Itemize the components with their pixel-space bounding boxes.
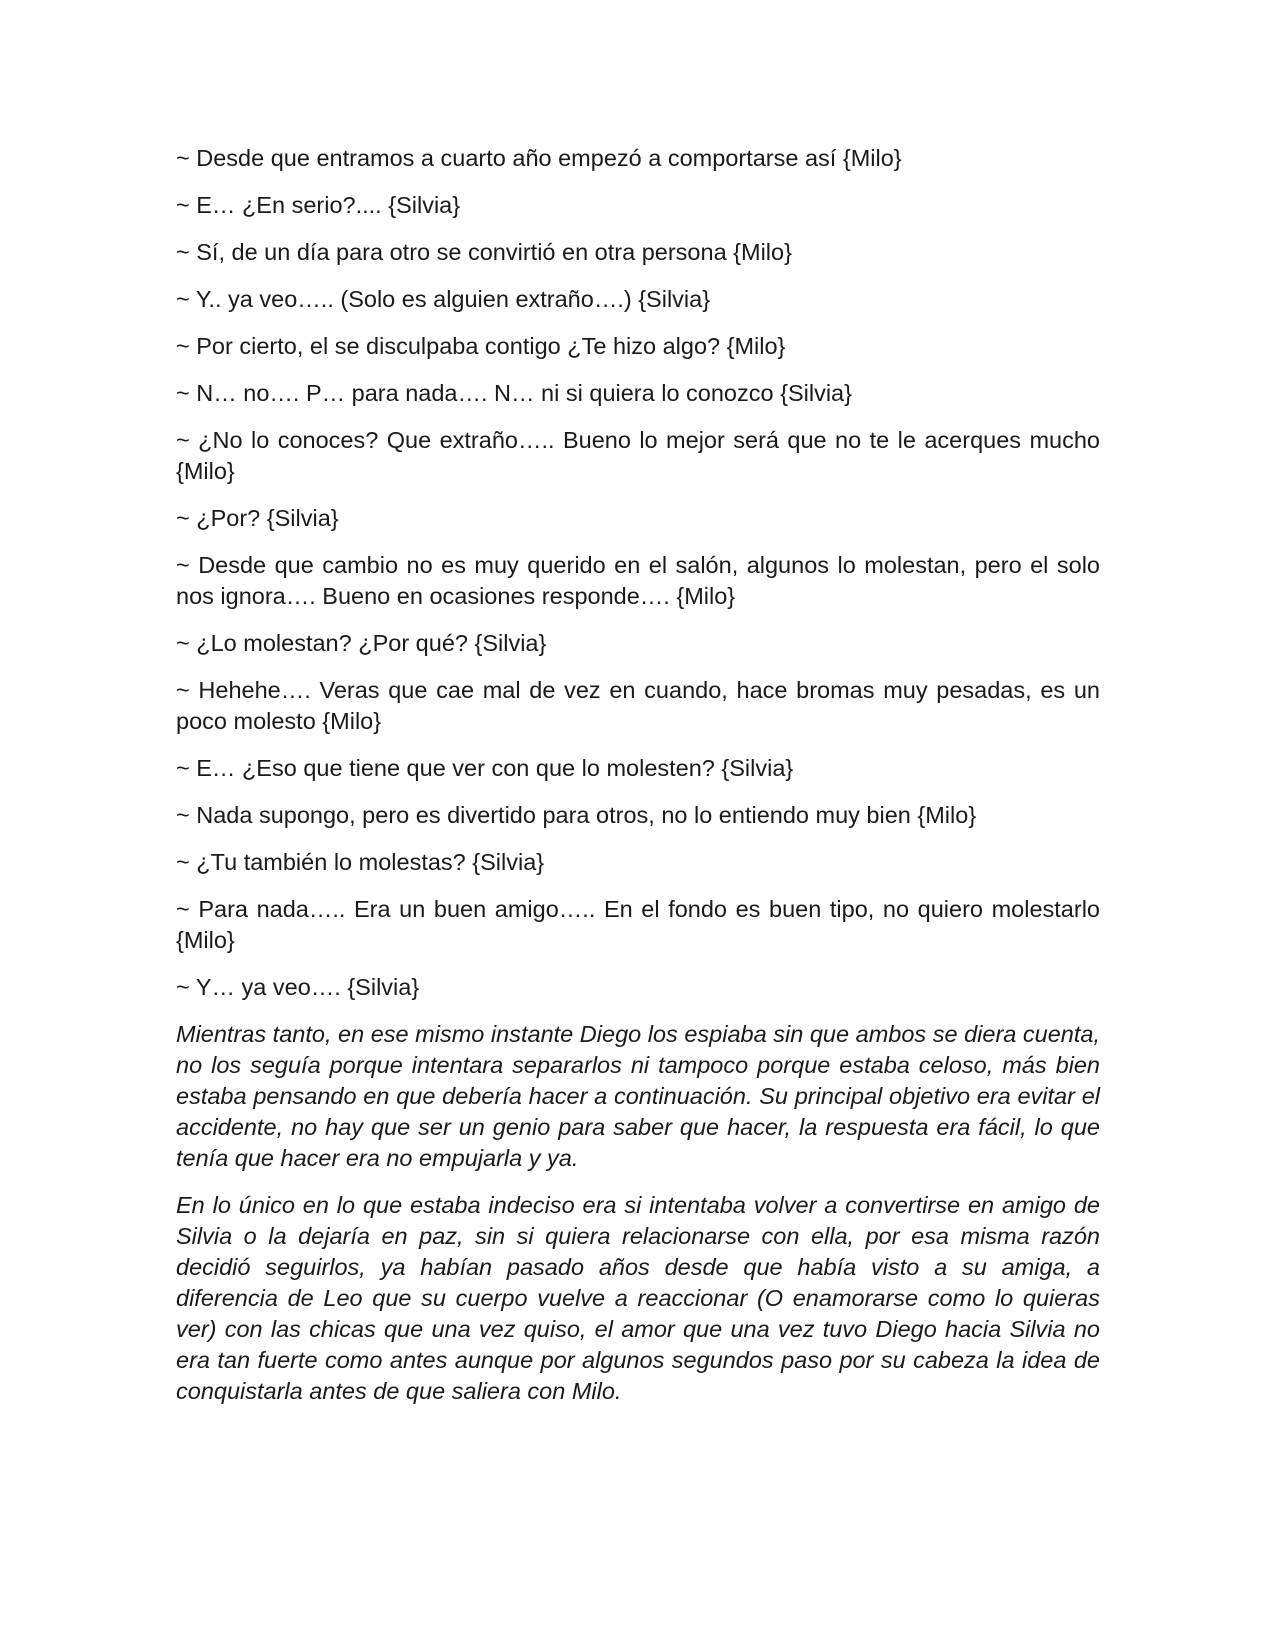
- dialogue-line: ~ ¿Tu también lo molestas? {Silvia}: [176, 849, 545, 875]
- narration-paragraph: En lo único en lo que estaba indeciso era si intentaba volver a convertirse en amigo de Silvia o la dejaría en paz, sin si quiera relacionarse con ella, por esa misma razón decidió seguirlos, ya habían pasado años desde que había visto a su amiga, a diferencia de Leo que su cuerpo vuelve a reaccionar (O enamorarse como lo quieras ver) con las chicas que una vez quiso, el amor que una vez tuvo Diego hacia Silvia no era tan fuerte como antes aunque por algunos segundos paso por su cabeza la idea de conquistarla antes de que saliera con Milo.: [176, 1192, 1100, 1404]
- dialogue-line: ~ ¿Por? {Silvia}: [176, 505, 339, 531]
- document-page: [176, 143, 1100, 1407]
- dialogue-line: ~ E… ¿En serio?.... {Silvia}: [176, 192, 461, 218]
- dialogue-line: ~ Desde que cambio no es muy querido en el salón, algunos lo molestan, pero el solo nos ignora…. Bueno en ocasiones responde…. {Milo}: [176, 552, 1100, 609]
- dialogue-line: ~ Nada supongo, pero es divertido para otros, no lo entiendo muy bien {Milo}: [176, 802, 977, 828]
- dialogue-line: ~ N… no…. P… para nada…. N… ni si quiera lo conozco {Silvia}: [176, 380, 852, 406]
- narration-paragraph: Mientras tanto, en ese mismo instante Diego los espiaba sin que ambos se diera cuenta, no los seguía porque intentara separarlos ni tampoco porque estaba celoso, más bien estaba pensando en que debería hacer a continuación. Su principal objetivo era evitar el accidente, no hay que ser un genio para saber que hacer, la respuesta era fácil, lo que tenía que hacer era no empujarla y ya.: [176, 1021, 1100, 1171]
- dialogue-line: ~ Y… ya veo…. {Silvia}: [176, 974, 420, 1000]
- dialogue-line: ~ E… ¿Eso que tiene que ver con que lo molesten? {Silvia}: [176, 755, 794, 781]
- dialogue-line: ~ Hehehe…. Veras que cae mal de vez en cuando, hace bromas muy pesadas, es un poco molesto {Milo}: [176, 677, 1100, 734]
- dialogue-line: ~ ¿Lo molestan? ¿Por qué? {Silvia}: [176, 630, 547, 656]
- dialogue-line: ~ Desde que entramos a cuarto año empezó a comportarse así {Milo}: [176, 145, 902, 171]
- dialogue-line: ~ Sí, de un día para otro se convirtió en otra persona {Milo}: [176, 239, 792, 265]
- dialogue-line: ~ ¿No lo conoces? Que extraño….. Bueno lo mejor será que no te le acerques mucho {Milo}: [176, 427, 1100, 484]
- dialogue-line: ~ Y.. ya veo….. (Solo es alguien extraño….) {Silvia}: [176, 286, 711, 312]
- dialogue-line: ~ Para nada….. Era un buen amigo….. En el fondo es buen tipo, no quiero molestarlo {Milo}: [176, 896, 1100, 953]
- dialogue-line: ~ Por cierto, el se disculpaba contigo ¿Te hizo algo? {Milo}: [176, 333, 786, 359]
